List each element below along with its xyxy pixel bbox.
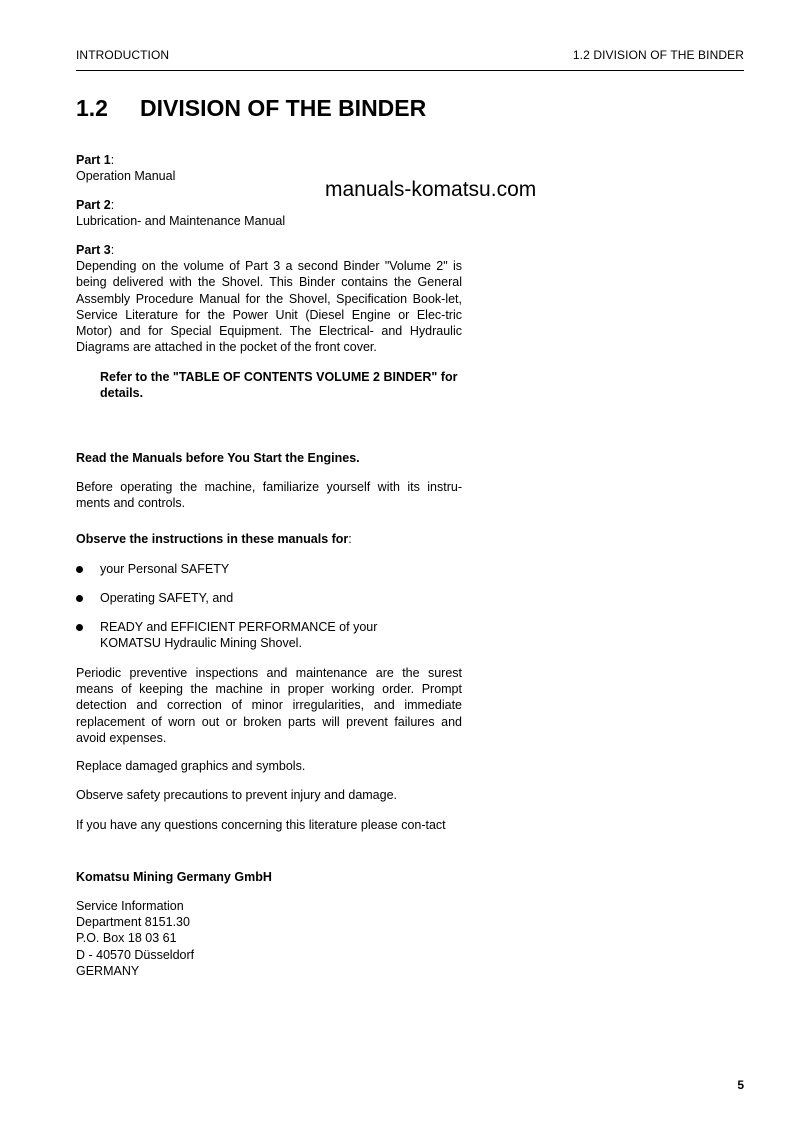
observe-colon: : — [348, 532, 352, 546]
part-2-text: Lubrication- and Maintenance Manual — [76, 214, 286, 229]
safety-precautions-text: Observe safety precautions to prevent injury and damage. — [76, 788, 398, 802]
company-name: Komatsu Mining Germany GmbH — [76, 870, 272, 884]
address-block — [76, 898, 462, 979]
questions-text: If you have any questions concerning this literature please con-tact — [76, 818, 446, 832]
list-item: READY and EFFICIENT PERFORMANCE of your KOMATSU Hydraulic Mining Shovel. — [100, 620, 378, 651]
part-3-colon: : — [110, 243, 115, 257]
part-1-block — [76, 152, 462, 184]
part-2-block — [76, 197, 462, 229]
address-line: Department 8151.30 — [76, 915, 190, 930]
part-3-block — [76, 242, 462, 355]
section-title: DIVISION OF THE BINDER — [140, 95, 427, 121]
running-header-right: 1.2 DIVISION OF THE BINDER — [572, 48, 744, 62]
read-manuals-heading: Read the Manuals before You Start the Engines. — [76, 451, 360, 465]
address-line: D - 40570 Düsseldorf — [76, 947, 195, 962]
part-3-text: Depending on the volume of Part 3 a second Binder "Volume 2" is being delivered with the Shovel. This Binder contains the General Assembly Procedure Manual for the Shovel, Specification Book-let, Service Literature for the Power Unit (Diesel Engine or Elec-tric Motor) and for Special Equipment. The Electrical- and Hydraulic Diagrams are attached in the pocket of the front cover. — [76, 259, 462, 355]
part-1-colon: : — [110, 153, 115, 167]
observe-heading: Observe the instructions in these manuals for — [76, 532, 349, 546]
part-1-label: Part 1 — [76, 153, 111, 167]
part-2-label: Part 2 — [76, 198, 111, 212]
periodic-inspections-text: Periodic preventive inspections and maintenance are the surest means of keeping the machine in proper working order. Prompt detection and correction of minor irregularities, and immediate replacement of worn out or broken parts will prevent failures and avoid expenses. — [76, 666, 462, 745]
part-2-colon: : — [110, 198, 115, 212]
bullet-dot — [76, 595, 83, 602]
bullet-dot — [76, 624, 83, 631]
watermark-text: manuals-komatsu.com — [325, 178, 537, 201]
header-rule — [76, 70, 744, 71]
before-operating-text: Before operating the machine, familiarize yourself with its instru-ments and controls. — [76, 480, 462, 511]
part-1-text: Operation Manual — [76, 169, 176, 184]
list-item: Operating SAFETY, and — [100, 591, 234, 605]
refer-note: Refer to the "TABLE OF CONTENTS VOLUME 2 BINDER" for details. — [100, 370, 458, 401]
replace-graphics-text: Replace damaged graphics and symbols. — [76, 759, 306, 773]
running-header-left: INTRODUCTION — [76, 48, 170, 62]
page-number: 5 — [737, 1078, 744, 1092]
bullet-dot — [76, 566, 83, 573]
address-line: P.O. Box 18 03 61 — [76, 931, 177, 946]
address-line: Service Information — [76, 899, 184, 913]
list-item: your Personal SAFETY — [100, 562, 230, 576]
address-line: GERMANY — [76, 963, 140, 978]
section-number: 1.2 — [76, 95, 108, 121]
observe-instructions-line — [76, 531, 462, 547]
part-3-label: Part 3 — [76, 243, 111, 257]
